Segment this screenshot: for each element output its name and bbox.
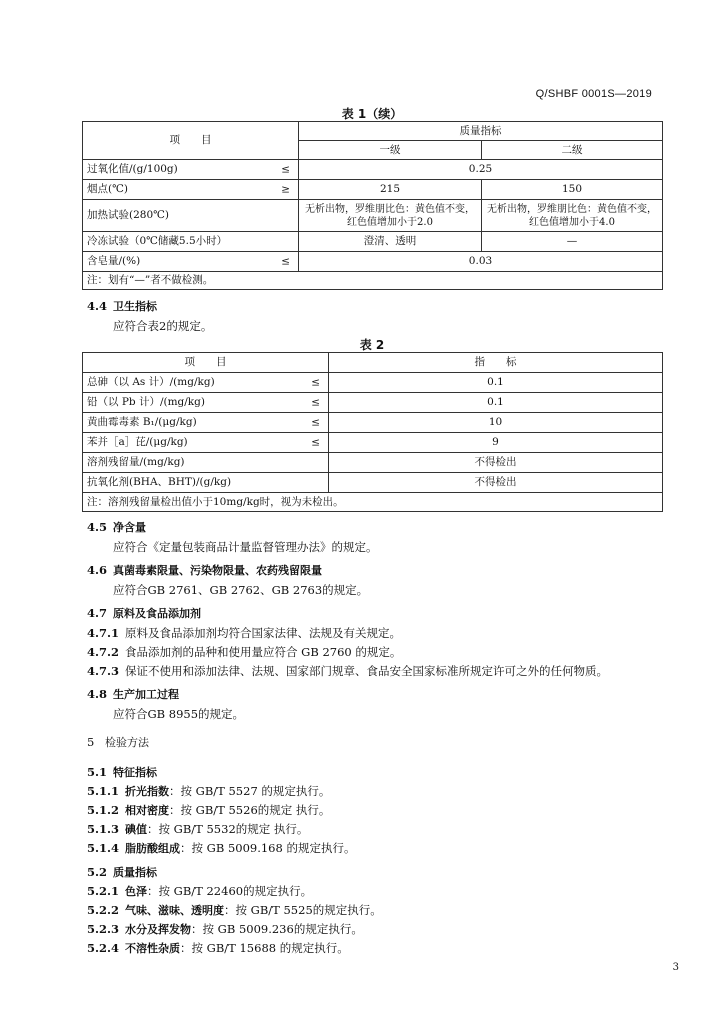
section-title: 真菌毒素限量、污染物限量、农药残留限量 bbox=[113, 564, 322, 577]
table-row bbox=[83, 180, 663, 200]
section-4-7-heading bbox=[87, 605, 201, 621]
table1-row1-symbol: ≤ bbox=[281, 163, 290, 175]
item-number: 4.7.1 bbox=[87, 626, 120, 640]
table2-caption: 表 2 bbox=[359, 338, 385, 352]
list-item bbox=[87, 783, 330, 799]
section-title: 特征指标 bbox=[113, 766, 157, 779]
list-item bbox=[87, 840, 355, 856]
table-row bbox=[83, 453, 663, 473]
section-title: 质量指标 bbox=[113, 866, 157, 879]
section-4-5-text: 应符合《定量包装商品计量监督管理办法》的规定。 bbox=[113, 540, 378, 554]
item-text: ：按 GB/T 5527 的规定执行。 bbox=[169, 784, 331, 798]
item-number: 5.2.4 bbox=[87, 941, 120, 955]
table2-row2-item: 铅（以 Pb 计）/(mg/kg) bbox=[87, 396, 205, 408]
item-text: ：按 GB 5009.236的规定执行。 bbox=[191, 922, 363, 936]
table1-row4-grade2: — bbox=[482, 232, 663, 252]
item-text: 原料及食品添加剂均符合国家法律、法规及有关规定。 bbox=[125, 626, 401, 640]
item-number: 5.1.3 bbox=[87, 822, 120, 836]
section-4-6-heading bbox=[87, 562, 322, 578]
table1-caption: 表 1（续） bbox=[341, 107, 403, 121]
page-number: 3 bbox=[672, 962, 679, 973]
table2-row4-symbol: ≤ bbox=[311, 436, 320, 448]
list-item bbox=[87, 940, 349, 956]
item-term: 色泽 bbox=[125, 885, 147, 898]
table-row bbox=[83, 232, 663, 252]
section-4-4-heading bbox=[87, 298, 157, 314]
item-term: 折光指数 bbox=[125, 785, 169, 798]
item-number: 4.7.3 bbox=[87, 664, 120, 678]
list-item bbox=[87, 644, 401, 660]
item-text: ：按 GB 5009.168 的规定执行。 bbox=[180, 841, 356, 855]
table2-row6-value: 不得检出 bbox=[329, 473, 663, 493]
list-item bbox=[87, 921, 363, 937]
table2-row2-symbol: ≤ bbox=[311, 396, 320, 408]
item-text: 食品添加剂的品种和使用量应符合 GB 2760 的规定。 bbox=[125, 645, 402, 659]
section-number: 5 bbox=[87, 735, 95, 749]
item-text: 保证不使用和添加法律、法规、国家部门规章、食品安全国家标准所规定许可之外的任何物质。 bbox=[125, 664, 608, 678]
table2-row1-item: 总砷（以 As 计）/(mg/kg) bbox=[87, 376, 215, 388]
section-title: 净含量 bbox=[113, 521, 146, 534]
item-term: 碘值 bbox=[125, 823, 147, 836]
item-text: ：按 GB/T 5525的规定执行。 bbox=[224, 903, 382, 917]
section-number: 4.4 bbox=[87, 299, 108, 313]
section-number: 4.5 bbox=[87, 520, 108, 534]
section-4-8-heading bbox=[87, 686, 179, 702]
list-item bbox=[87, 883, 312, 899]
item-text: ：按 GB/T 22460的规定执行。 bbox=[147, 884, 313, 898]
list-item bbox=[87, 902, 382, 918]
section-number: 4.8 bbox=[87, 687, 108, 701]
table2-row4-value: 9 bbox=[329, 433, 663, 453]
table2-row3-symbol: ≤ bbox=[311, 416, 320, 428]
table-row bbox=[83, 393, 663, 413]
table2-row5-value: 不得检出 bbox=[329, 453, 663, 473]
section-title: 检验方法 bbox=[105, 736, 149, 749]
table2-row1-value: 0.1 bbox=[329, 373, 663, 393]
document-code: Q/SHBF 0001S—2019 bbox=[535, 88, 652, 100]
table-row bbox=[83, 373, 663, 393]
table1-row5-item: 含皂量/(%) bbox=[87, 255, 141, 267]
section-5-2-heading bbox=[87, 864, 157, 880]
table1 bbox=[82, 121, 663, 290]
table1-row5-symbol: ≤ bbox=[281, 255, 290, 267]
section-4-6-text: 应符合GB 2761、GB 2762、GB 2763的规定。 bbox=[113, 583, 369, 597]
table1-row4-item: 冷冻试验（0℃储藏5.5小时） bbox=[83, 232, 299, 252]
section-4-4-text: 应符合表2的规定。 bbox=[113, 319, 213, 333]
table2-row5-item: 溶剂残留量/(mg/kg) bbox=[83, 453, 329, 473]
table1-row5-value: 0.03 bbox=[299, 252, 663, 272]
item-number: 5.1.2 bbox=[87, 803, 120, 817]
list-item bbox=[87, 663, 608, 679]
table2-note: 注：溶剂残留量检出值小于10mg/kg时，视为未检出。 bbox=[83, 493, 663, 512]
item-text: ：按 GB/T 5526的规定 执行。 bbox=[169, 803, 331, 817]
section-number: 4.6 bbox=[87, 563, 108, 577]
table2-row6-item: 抗氧化剂(BHA、BHT)/(g/kg) bbox=[83, 473, 329, 493]
table1-row4-grade1: 澄清、透明 bbox=[299, 232, 482, 252]
table-row bbox=[83, 433, 663, 453]
table1-row2-grade2: 150 bbox=[482, 180, 663, 200]
table1-row1-item: 过氧化值/(g/100g) bbox=[87, 163, 178, 175]
table2-row4-item: 苯并［a］芘/(μg/kg) bbox=[87, 436, 188, 448]
table-row bbox=[83, 473, 663, 493]
table1-note: 注：划有“—”者不做检测。 bbox=[83, 272, 663, 290]
section-4-8-text: 应符合GB 8955的规定。 bbox=[113, 707, 245, 721]
section-5-1-heading bbox=[87, 764, 157, 780]
table-row bbox=[83, 252, 663, 272]
table1-row2-grade1: 215 bbox=[299, 180, 482, 200]
item-term: 脂肪酸组成 bbox=[125, 842, 180, 855]
table2-row1-symbol: ≤ bbox=[311, 376, 320, 388]
table1-row3-grade1: 无析出物，罗维朋比色：黄色值不变，红色值增加小于2.0 bbox=[299, 200, 482, 232]
item-number: 5.1.1 bbox=[87, 784, 120, 798]
table2-row3-item: 黄曲霉毒素 B₁/(μg/kg) bbox=[87, 416, 197, 428]
table1-head-item: 项 目 bbox=[83, 122, 299, 160]
list-item bbox=[87, 821, 308, 837]
item-term: 相对密度 bbox=[125, 804, 169, 817]
table2-row3-value: 10 bbox=[329, 413, 663, 433]
table2 bbox=[82, 352, 663, 512]
section-number: 5.2 bbox=[87, 865, 108, 879]
item-number: 5.2.2 bbox=[87, 903, 120, 917]
table-row bbox=[83, 200, 663, 232]
item-number: 5.2.1 bbox=[87, 884, 120, 898]
item-text: ：按 GB/T 5532的规定 执行。 bbox=[147, 822, 309, 836]
section-5-heading bbox=[87, 734, 149, 750]
section-title: 原料及食品添加剂 bbox=[113, 607, 201, 620]
table1-head-group: 质量指标 bbox=[299, 122, 663, 141]
table1-row2-item: 烟点(℃) bbox=[87, 183, 128, 195]
list-item bbox=[87, 625, 401, 641]
item-term: 水分及挥发物 bbox=[125, 923, 191, 936]
section-number: 5.1 bbox=[87, 765, 108, 779]
section-4-5-heading bbox=[87, 519, 146, 535]
table1-row3-item: 加热试验(280℃) bbox=[83, 200, 299, 232]
table1-row2-symbol: ≥ bbox=[281, 183, 290, 195]
table1-row1-value: 0.25 bbox=[299, 160, 663, 180]
table-row bbox=[83, 160, 663, 180]
table1-head-grade2: 二级 bbox=[482, 141, 663, 160]
table1-head-grade1: 一级 bbox=[299, 141, 482, 160]
item-number: 4.7.2 bbox=[87, 645, 120, 659]
item-number: 5.2.3 bbox=[87, 922, 120, 936]
item-term: 气味、滋味、透明度 bbox=[125, 904, 224, 917]
item-text: ：按 GB/T 15688 的规定执行。 bbox=[180, 941, 349, 955]
table1-row3-grade2: 无析出物，罗维朋比色：黄色值不变，红色值增加小于4.0 bbox=[482, 200, 663, 232]
table2-head-value: 指 标 bbox=[329, 353, 663, 373]
table-row bbox=[83, 413, 663, 433]
table2-head-item: 项 目 bbox=[83, 353, 329, 373]
section-title: 卫生指标 bbox=[113, 300, 157, 313]
list-item bbox=[87, 802, 330, 818]
item-number: 5.1.4 bbox=[87, 841, 120, 855]
table2-row2-value: 0.1 bbox=[329, 393, 663, 413]
section-number: 4.7 bbox=[87, 606, 108, 620]
item-term: 不溶性杂质 bbox=[125, 942, 180, 955]
section-title: 生产加工过程 bbox=[113, 688, 179, 701]
